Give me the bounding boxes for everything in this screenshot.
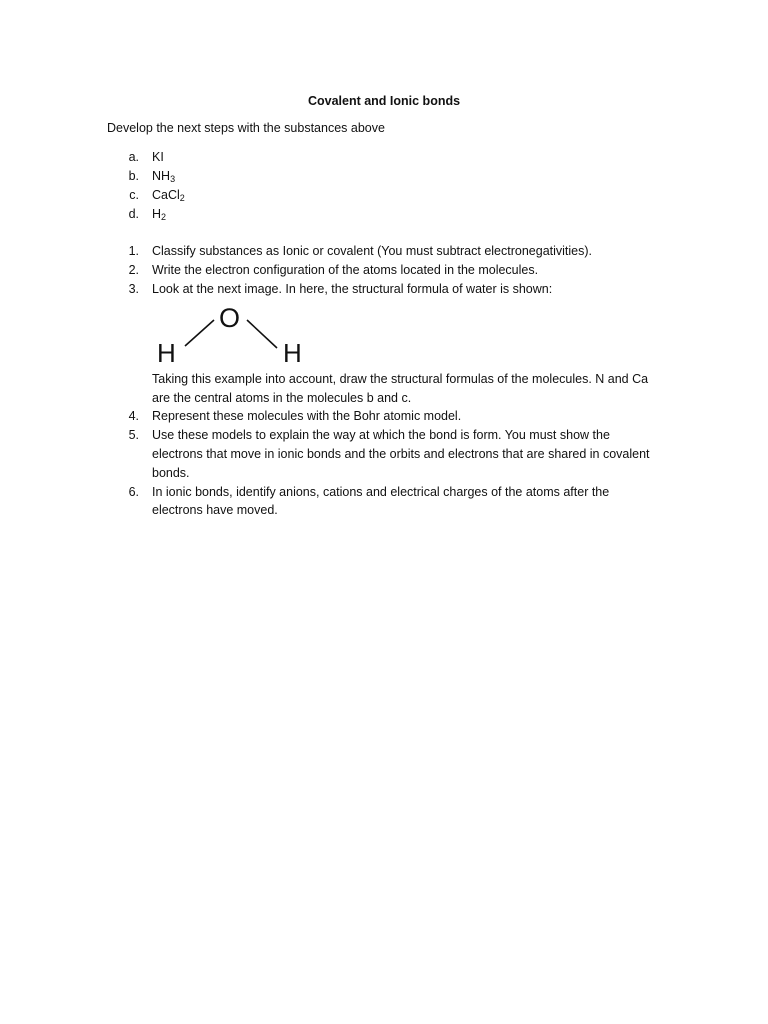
bond-line-right: [247, 320, 277, 348]
step-marker: 5.: [128, 428, 139, 442]
step-marker: 4.: [128, 409, 139, 423]
step-text-line: bonds.: [152, 466, 190, 480]
oxygen-atom: O: [219, 303, 241, 333]
step-text-line: In ionic bonds, identify anions, cations and electrical charges of the atoms after the: [152, 485, 610, 499]
page-title: Covalent and Ionic bonds: [307, 94, 461, 108]
intro-text: Develop the next steps with the substances above: [107, 121, 385, 135]
step-text-line: Use these models to explain the way at which the bond is form. You must show the: [152, 428, 610, 442]
step-3-followup-line: are the central atoms in the molecules b and c.: [152, 391, 412, 405]
bond-line-left: [185, 320, 214, 346]
step-3-followup-line: Taking this example into account, draw the structural formulas of the molecules. N and Ca: [152, 372, 649, 386]
step-marker: 3.: [128, 282, 139, 296]
substance-formula: $NH_3$: [152, 169, 176, 184]
substance-marker: b.: [128, 169, 139, 183]
water-structural-formula: [148, 300, 318, 368]
step-text: Classify substances as Ionic or covalent (You must subtract electronegativities).: [152, 244, 593, 258]
substance-marker: d.: [128, 207, 139, 221]
substance-marker: a.: [128, 150, 139, 164]
step-text: Look at the next image. In here, the structural formula of water is shown:: [152, 282, 553, 296]
step-marker: 1.: [128, 244, 139, 258]
step-text-line: electrons that move in ionic bonds and the orbits and electrons that are shared in covalent: [152, 447, 650, 461]
step-text: Represent these molecules with the Bohr atomic model.: [152, 409, 462, 423]
step-text-line: electrons have moved.: [152, 503, 278, 517]
step-marker: 6.: [128, 485, 139, 499]
hydrogen-atom-left: H: [157, 338, 176, 368]
substance-formula: CaCl$_2$: [152, 188, 185, 203]
step-text: Write the electron configuration of the atoms located in the molecules.: [152, 263, 539, 277]
substance-formula: $H_2$: [152, 207, 167, 222]
hydrogen-atom-right: H: [283, 338, 302, 368]
substance-marker: c.: [129, 188, 139, 202]
step-marker: 2.: [128, 263, 139, 277]
substance-formula: KI: [152, 150, 164, 164]
